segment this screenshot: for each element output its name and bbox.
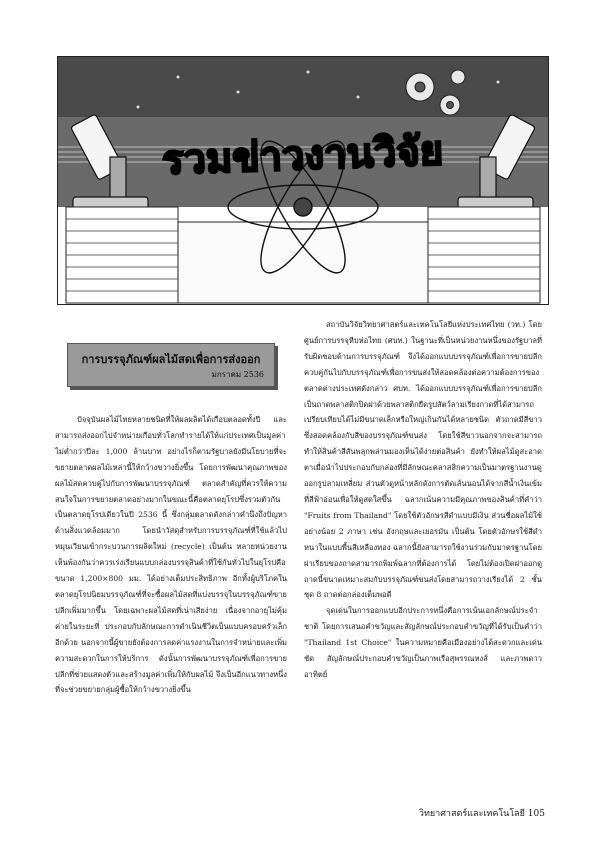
right-column: [304, 317, 542, 683]
left-paragraph: ปัจจุบันผลไม้ไทยหลายชนิดที่ให้ผลผลิตได้เกือบตลอดทั้งปี และสามารถส่งออกไปจำหน่ายเกือบทั่วโลกทำรายได้ให้แก่ประเทศเป็นมูลค่าไม่ต่ำกว่าปีละ 1,000 ล้านบาท อย่างไรก็ตามรัฐบาลยังมีนโยบายที่จะขยายตลาดผลไม้เหล่านี้ให้กว้างขวางยิ่งขึ้น โดยการพัฒนาคุณภาพของผลไม้สดควบคู่ไปกับการพัฒนาบรรจุภัณฑ์ ตลาดสำคัญที่ควรให้ความสนใจในการขยายตลาดอย่างมากในขณะนี้คือตลาดยุโรปซึ่งรวมตัวกันเป็นตลาดยุโรปเดียวในปี 2536 นี้ ซึ่งกลุ่มตลาดดังกล่าวคำนึงถึงปัญหาด้านสิ่งแวดล้อมมาก โดยนำวัสดุสำหรับการบรรจุภัณฑ์ที่ใช้แล้วไปหมุนเวียนเข้ากระบวนการผลิตใหม่ (recycle) เป็นต้น หลายหน่วยงานเห็นพ้องกันว่าควรเร่งเรียนแบบกล่องบรรจุสินค้าที่ใช้กันทั่วไปในยุโรปคือขนาด 1,200×800 มม. ได้อย่างเต็มประสิทธิภาพ อีกทั้งผู้บริโภคในตลาดยุโรปนิยมบรรจุภัณฑ์ที่จะซื้อผลไม้สดที่แบ่งบรรจุในบรรจุภัณฑ์ขายปลีกเพิ่มมากขึ้น โดยเฉพาะผลไม้สดที่เน่าเสียง่าย เนื่องจากอายุไม่คุ้มค่ายในระยะที่ ประกอบกับลักษณะการดำเนินชีวิตเป็นแบบครอบครัวเล็กอีกด้วย นอกจากนี้ผู้ขายยังต้องการลดค่าแรงงานในการจำหน่ายและเพิ่มความสะดวกในการให้บริการ ดังนั้นการพัฒนาบรรจุภัณฑ์เพื่อการขายปลีกที่ช่วยแสดงตัวและสร้างมูลค่าเพิ่มให้กับผลไม้ จึงเป็นอีกแนวทางหนึ่งที่จะช่วยขยายกลุ่มผู้ซื้อให้กว้างขวางยิ่งขึ้น: [55, 415, 287, 695]
banner-illustration: [57, 56, 549, 305]
right-paragraph-2: จุดเด่นในการออกแบบอีกประการหนึ่งคือการเน้นเอกลักษณ์ประจำชาติ โดยการเสนอคำขวัญและสัญลักษณ์ประกอบคำขวัญที่ได้รับเป็นคำว่า "Thailand 1st Choice" ในความหมายคือเมืองอย่างได้สะดวกและเด่นชัด สัญลักษณ์ประกอบคำขวัญเป็นภาพเรือสุพรรณหงส์ และภาพดาวอาทิตย์: [304, 606, 542, 679]
article-date: มกราคม 2536: [211, 370, 264, 379]
article-title: การบรรจุภัณฑ์ผลไม้สดเพื่อการส่งออก: [81, 353, 261, 366]
banner-title: รวมข่าวงานวิจัย: [161, 128, 444, 184]
page-footer: วิทยาศาสตร์และเทคโนโลยี 105: [418, 809, 545, 819]
right-paragraph-1: สถาบันวิจัยวิทยาศาสตร์และเทคโนโลยีแห่งประเทศไทย (วท.) โดยศูนย์การบรรจุหีบห่อไทย (ศบท.) ในฐานะที่เป็นหน่วยงานหนึ่งของรัฐบาลที่รับผิดชอบด้านการบรรจุภัณฑ์ จึงได้ออกแบบบรรจุภัณฑ์เพื่อการขายปลีกควบคู่กันไปกับบรรจุภัณฑ์เพื่อการขนส่งให้สอดคล้องต่อความต้องการของตลาดต่างประเทศดังกล่าว ศบท. ได้ออกแบบบรรจุภัณฑ์เพื่อการขายปลีกเป็นถาดพลาสติกปิดฝาด้วยพลาสติกยืดรูปสัตว์ลามเรียงกาดที่ได้สามารถเปรียบเทียบได้ไม่มีขนาดเล็กหรือใหญ่เกินกันได้หลายชนิด ตัวถาดมีสีขาวซึ่งสอดคล้องกับสีของบรรจุภัณฑ์ขนส่ง โดยใช้สีขาวนอกจากจะสามารถทำให้สินค้าสีสันพลุกพล่านมองเห็นได้ง่ายต่อสินค้า ยังทำให้ผลไม้ดูสะอาดตาเมื่อนำไปประกอบกับกล่องที่มีลักษณะคลาสสิกความเป็นมาตรฐานงานดูออกรูปลามเหลี่ยม ส่วนตัวดูหน้าหลักดังการตัดเส้นนอนได้จากสีน้ำเงินเข้มที่สีฟ้าอ่อนเพื่อให้ดูสดใสขึ้น ฉลากเน้นความมีคุณภาพของสินค้าที่คำว่า "Fruits from Thailand" โดยใช้ตัวอักษรสีดำแบบมีเงิน ส่วนชื่อผลไม้ใช้อย่างน้อย 2 ภาษา เช่น อังกฤษและเยอรมัน เป็นต้น โดยตัวอักษรใช้สีดำหนาในแบบพื้นสีเหลืองทอง ฉลากนี้ยังสามารถใช้งานร่วมกับมาตรฐานโดยฝาเรียบของถาดสามารถพิมพ์ฉลากที่ต้องการได้ โดยไม่ต้องเปิดฝาออกดู ถาดนี้ขนาดเหมาะสมกับบรรจุภัณฑ์ขนส่งโดยสามารถวางเรียงได้ 2 ชั้น ชุด 8 ถาดต่อกล่องเต็มพอดี: [304, 320, 542, 600]
article-title-box: [67, 343, 275, 387]
left-column: [55, 412, 287, 698]
